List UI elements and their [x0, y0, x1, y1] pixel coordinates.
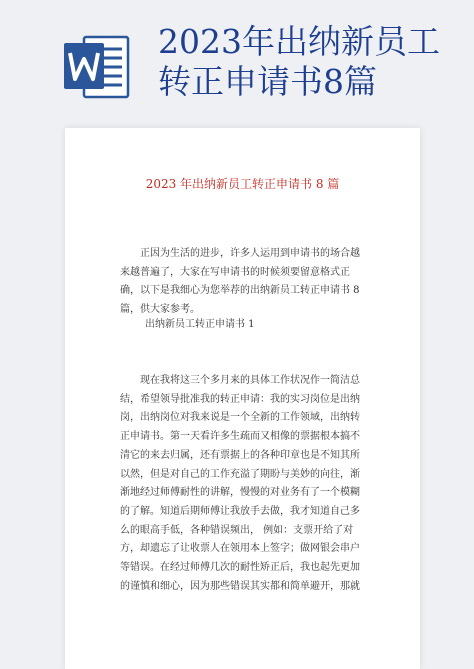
- document-page: [65, 128, 420, 669]
- word-document-icon: [62, 33, 132, 101]
- section-title: 出纳新员工转正申请书 1: [145, 319, 255, 330]
- body-paragraph: 现在我将这三个多月来的具体工作状况作一简洁总结，希望领导批准我的转正申请：我的实习岗位是出纳岗，出纳岗位对我来说是一个全新的工作领域，出纳转正申请书。第一天看许多生疏而又相像的票据根本搞不清它的来去归属，还有票据上的各种印章也是不知其所以然，但是对自己的工作充溢了期盼与美妙的向往，渐渐地经过师傅耐性的讲解，慢慢的对业务有了一个模糊的了解。知道后期师傅让我放手去做，我才知道自己多么的眼高手低，各种错误频出， 例如：支票开给了对方，却遗忘了让收票人在领用本上签字；做网银会串户等错误。在经过师傅几次的耐性矫正后，我也起先更加的谨慎和细心，因为那些错误其实都和简单避开，那就: [120, 375, 360, 592]
- header: [0, 0, 474, 112]
- page-title: 2023年出纳新员工转正申请书8篇: [158, 22, 440, 101]
- intro-paragraph: 正因为生活的进步，许多人运用到申请书的场合越来越普遍了，大家在写申请书的时候须要留意格式正确，以下是我细心为您举荐的出纳新员工转正申请书 8 篇，供大家参考。: [120, 248, 360, 316]
- document-title: 2023 年出纳新员工转正申请书 8 篇: [145, 177, 340, 191]
